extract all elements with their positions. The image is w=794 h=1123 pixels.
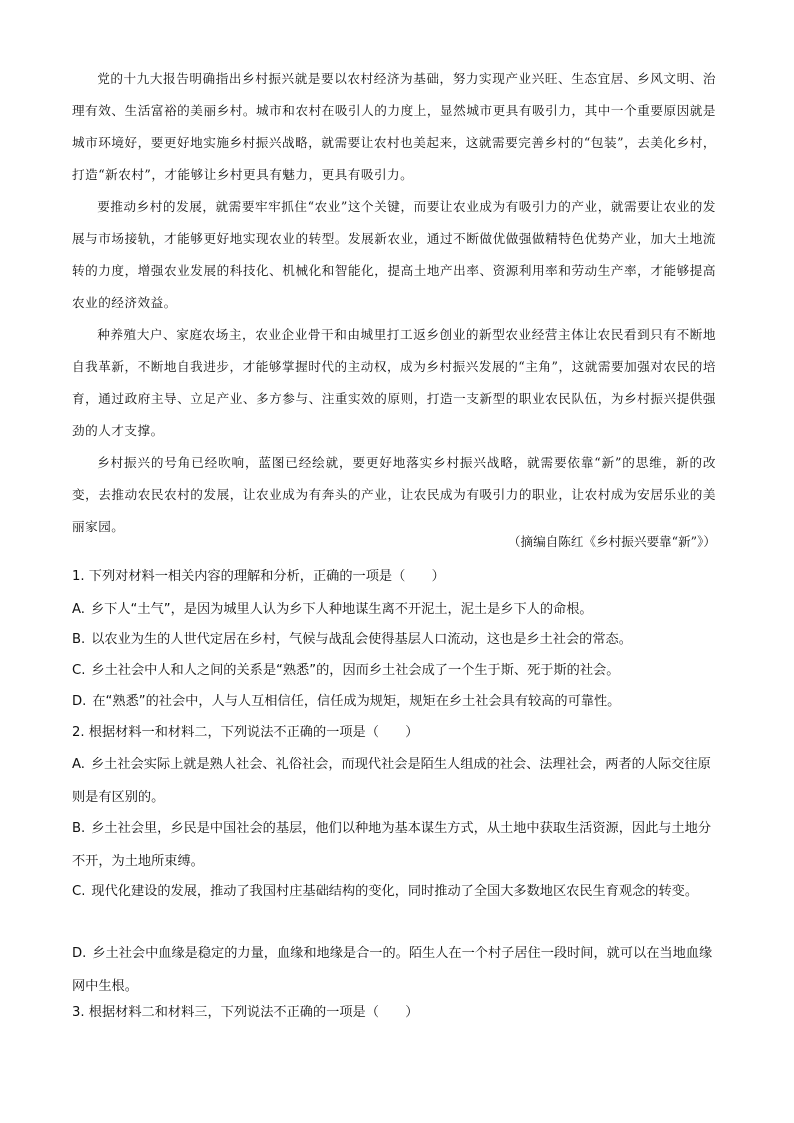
- passage-paragraph: 要推动乡村的发展，就需要牢牢抓住“农业”这个关键，而要让农业成为有吸引力的产业，就需要让农业的发展与市场接轨，才能够更好地实现农业的转型。发展新农业，通过不断做优做强做精特色优势产业，加大土地流转的力度，增强农业发展的科技化、机械化和智能化，提高土地产出率、资源利用率和劳动生产率，才能够提高农业的经济效益。: [72, 199, 716, 310]
- question-option: [72, 875, 720, 908]
- passage-paragraph: 党的十九大报告明确指出乡村振兴就是要以农村经济为基础，努力实现产业兴旺、生态宜居、乡风文明、治理有效、生活富裕的美丽乡村。城市和农村在吸引人的力度上，显然城市更具有吸引力，其中一个重要原因就是城市环境好，要更好地实施乡村振兴战略，就需要让农村也美起来，这就需要完善乡村的“包装”，去美化乡村，打造“新农村”，才能够让乡村更具有魅力，更具有吸引力。: [72, 71, 716, 182]
- option-label: D.: [72, 946, 87, 961]
- question-option: [72, 623, 720, 656]
- option-label: B.: [72, 632, 86, 647]
- option-label: D.: [72, 694, 87, 709]
- passage: [72, 63, 716, 543]
- option-label: A.: [72, 602, 85, 617]
- question-stem: 3. 根据材料二和材料三，下列说法不正确的一项是（ ）: [72, 1005, 419, 1020]
- question-option: [72, 748, 720, 814]
- option-text: 以农业为生的人世代定居在乡村，气候与战乱会使得基层人口流动，这也是乡土社会的常态。: [91, 632, 632, 647]
- option-text: 乡土社会中血缘是稳定的力量，血缘和地缘是合一的。陌生人在一个村子居住一段时间，就可以在当地血缘网中生根。: [72, 946, 713, 994]
- passage-source: （摘编自陈红《乡村振兴要靠“新”》）: [507, 534, 716, 549]
- question-stem: 1. 下列对材料一相关内容的理解和分析，正确的一项是（ ）: [72, 569, 445, 584]
- question-option: [72, 937, 720, 1003]
- option-label: B.: [72, 821, 86, 836]
- option-text: 在“熟悉”的社会中，人与人互相信任，信任成为规矩，规矩在乡土社会具有较高的可靠性。: [92, 694, 621, 709]
- passage-paragraph: 乡村振兴的号角已经吹响，蓝图已经绘就，要更好地落实乡村振兴战略，就需要依靠“新”的思维，新的改变，去推动农民农村的发展，让农业成为有奔头的产业，让农民成为有吸引力的职业，让农村成为安居乐业的美丽家园。: [72, 455, 716, 534]
- option-text: 乡土社会实际上就是熟人社会、礼俗社会，而现代社会是陌生人组成的社会、法理社会，两者的人际交往原则是有区别的。: [72, 757, 711, 805]
- question-option: [72, 685, 720, 718]
- question-option: [72, 812, 720, 878]
- option-label: A.: [72, 757, 85, 772]
- option-text: 现代化建设的发展，推动了我国村庄基础结构的变化，同时推动了全国大多数地区农民生育观念的转变。: [91, 884, 699, 899]
- option-text: 乡土社会中人和人之间的关系是“熟悉”的，因而乡土社会成了一个生于斯、死于斯的社会。: [91, 663, 620, 678]
- question-stem: 2. 根据材料一和材料二，下列说法不正确的一项是（ ）: [72, 725, 419, 740]
- option-text: 乡下人“土气”，是因为城里人认为乡下人种地谋生离不开泥土，泥土是乡下人的命根。: [90, 602, 593, 617]
- question-option: [72, 593, 720, 626]
- option-label: C.: [72, 884, 86, 899]
- question-option: [72, 654, 720, 687]
- option-text: 乡土社会里，乡民是中国社会的基层，他们以种地为基本谋生方式，从土地中获取生活资源，因此与土地分不开，为土地所束缚。: [72, 821, 712, 869]
- option-label: C.: [72, 663, 86, 678]
- passage-paragraph: 种养殖大户、家庭农场主，农业企业骨干和由城里打工返乡创业的新型农业经营主体让农民看到只有不断地自我革新，不断地自我进步，才能够掌握时代的主动权，成为乡村振兴发展的“主角”，这就需要加强对农民的培育，通过政府主导、立足产业、多方参与、注重实效的原则，打造一支新型的职业农民队伍，为乡村振兴提供强劲的人才支撑。: [72, 327, 716, 438]
